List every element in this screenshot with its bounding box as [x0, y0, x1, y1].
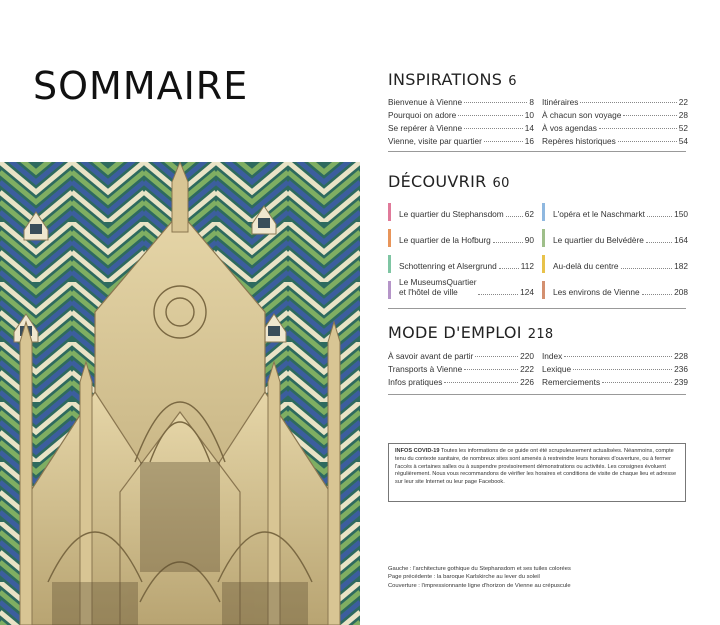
- area-color-bar: [542, 281, 545, 299]
- area-color-bar: [388, 255, 391, 273]
- toc-area-entry[interactable]: Les environs de Vienne 208: [542, 278, 688, 304]
- section-page-number: 218: [527, 327, 554, 342]
- toc-mode-emploi-left: [388, 351, 534, 390]
- covid-heading: INFOS COVID-19: [395, 448, 440, 454]
- area-color-bar: [542, 229, 545, 247]
- toc-area-entry[interactable]: Le quartier du Stephansdom 62: [388, 200, 534, 226]
- toc-entry[interactable]: Pourquoi on adore 10: [388, 110, 534, 120]
- area-color-bar: [542, 203, 545, 221]
- divider: [388, 151, 686, 152]
- section-title-text: DÉCOUVRIR: [388, 172, 487, 191]
- toc-entry[interactable]: À savoir avant de partir 220: [388, 351, 534, 361]
- credit-line: Gauche : l'architecture gothique du Stephansdom et ses tuiles colorées: [388, 566, 571, 572]
- toc-entry[interactable]: Repères historiques 54: [542, 136, 688, 146]
- toc-decouvrir-left: [388, 200, 534, 304]
- section-title-text: INSPIRATIONS: [388, 70, 503, 89]
- toc-entry[interactable]: Infos pratiques 226: [388, 377, 534, 387]
- toc-entry[interactable]: Vienne, visite par quartier 16: [388, 136, 534, 146]
- area-color-bar: [388, 229, 391, 247]
- toc-entry[interactable]: Remerciements 239: [542, 377, 688, 387]
- toc-area-entry[interactable]: Le quartier du Belvédère 164: [542, 226, 688, 252]
- toc-inspirations-right: [542, 97, 688, 149]
- divider: [388, 308, 686, 309]
- credit-line: Page précédente : la baroque Karlskirche au lever du soleil: [388, 574, 540, 581]
- toc-area-entry[interactable]: Le MuseumsQuartier et l'hôtel de ville 124: [388, 278, 534, 304]
- credit-line: Couverture : l'impressionnante ligne d'horizon de Vienne au crépuscule: [388, 582, 571, 589]
- toc-entry[interactable]: Bienvenue à Vienne 8: [388, 97, 534, 107]
- section-title-text: MODE D'EMPLOI: [388, 323, 522, 342]
- section-page-number: 6: [508, 74, 517, 89]
- stephansdom-photo: [0, 162, 360, 625]
- toc-decouvrir-right: [542, 200, 688, 304]
- toc-entry[interactable]: Itinéraires 22: [542, 97, 688, 107]
- covid-text: Toutes les informations de ce guide ont été scrupuleusement actualisées. Néanmoins, compte tenu du contexte sanitaire, de nombreux sites sont amenés à restreindre leurs horaires d'ouverture, ou à fermer l'accès à certaines salles ou à suspendre provisoirement démonstrations ou activités. Les consignes évoluent régulièrement. Nous vous recommandons de vérifier les horaires et conditions de visite de chaque lieu et adresse sur leur site Internet ou leur page Facebook.: [395, 448, 677, 486]
- section-page-number: 60: [492, 176, 510, 191]
- toc-area-entry[interactable]: Le quartier de la Hofburg 90: [388, 226, 534, 252]
- section-title-decouvrir: [388, 172, 510, 191]
- section-title-mode-emploi: [388, 323, 553, 342]
- area-color-bar: [542, 255, 545, 273]
- photo-credits: [388, 565, 571, 590]
- toc-area-entry[interactable]: Schottenring et Alsergrund 112: [388, 252, 534, 278]
- covid-info-box: [388, 443, 686, 502]
- page-title: SOMMAIRE: [33, 64, 249, 108]
- toc-entry[interactable]: À vos agendas 52: [542, 123, 688, 133]
- area-color-bar: [388, 203, 391, 221]
- toc-mode-emploi-right: [542, 351, 688, 390]
- toc-entry[interactable]: Index 228: [542, 351, 688, 361]
- toc-entry[interactable]: À chacun son voyage 28: [542, 110, 688, 120]
- toc-area-entry[interactable]: L'opéra et le Naschmarkt 150: [542, 200, 688, 226]
- area-color-bar: [388, 281, 391, 299]
- section-title-inspirations: [388, 70, 517, 89]
- toc-inspirations-left: [388, 97, 534, 149]
- toc-entry[interactable]: Transports à Vienne 222: [388, 364, 534, 374]
- divider: [388, 394, 686, 395]
- toc-entry[interactable]: Se repérer à Vienne 14: [388, 123, 534, 133]
- toc-area-entry[interactable]: Au-delà du centre 182: [542, 252, 688, 278]
- toc-entry[interactable]: Lexique 236: [542, 364, 688, 374]
